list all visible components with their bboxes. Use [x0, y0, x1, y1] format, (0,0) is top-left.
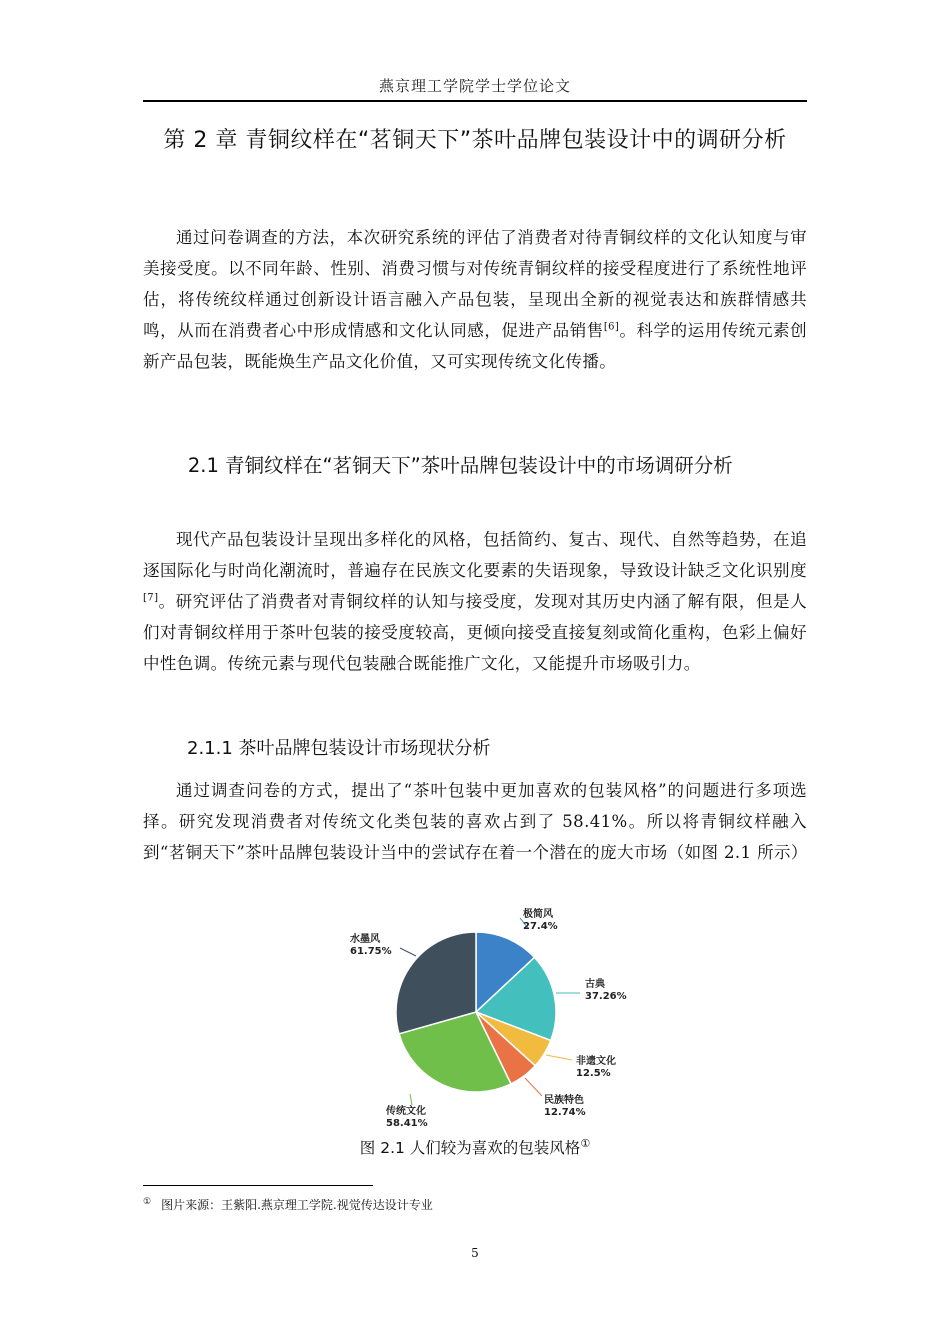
- leader-line-5: [410, 1094, 412, 1105]
- subsection-title: 2.1.1 茶叶品牌包装设计市场现状分析: [187, 738, 491, 759]
- intro-text-b: 。科学的运用传统元素创新产品包装，既能焕生产品文化价值，又可实现传统文化传播。: [143, 321, 807, 371]
- footnote: [143, 1193, 433, 1214]
- caption-footnote-mark: ①: [580, 1136, 591, 1150]
- section-text-b: 。研究评估了消费者对青铜纹样的认知与接受度，发现对其历史内涵了解有限，但是人们对青铜纹样用于茶叶包装的接受度较高，更倾向接受直接复刻或简化重构，色彩上偏好中性色调。传统元素与现代包装融合既能推广文化，又能提升市场吸引力。: [143, 592, 807, 673]
- figure-caption: [143, 1136, 807, 1160]
- leader-line-3: [546, 1055, 572, 1060]
- pie-chart-svg: [330, 900, 640, 1136]
- slice-value-3: 12.5%: [576, 1068, 611, 1079]
- slice-label-2: 古典: [585, 979, 605, 990]
- slice-label-4: 民族特色: [544, 1095, 584, 1106]
- leader-line-4: [525, 1078, 542, 1096]
- intro-paragraph: [143, 222, 807, 377]
- chapter-title: 第 2 章 青铜纹样在“茗铜天下”茶叶品牌包装设计中的调研分析: [163, 128, 787, 153]
- intro-text-a: 通过问卷调查的方法，本次研究系统的评估了消费者对待青铜纹样的文化认知度与审美接受度。以不同年龄、性别、消费习惯与对传统青铜纹样的接受程度进行了系统性地评估，将传统纹样通过创新设计语言融入产品包装，呈现出全新的视觉表达和族群情感共鸣，从而在消费者心中形成情感和文化认同感，促进产品销售: [143, 228, 807, 340]
- footnote-rule: [143, 1185, 373, 1186]
- slice-value-4: 12.74%: [544, 1107, 586, 1118]
- slice-value-6: 61.75%: [350, 946, 392, 957]
- leader-line-6: [400, 948, 416, 956]
- slice-label-6: 水墨风: [350, 934, 380, 945]
- subsection-paragraph: 通过调查问卷的方式，提出了“茶叶包装中更加喜欢的包装风格”的问题进行多项选择。研究发现消费者对传统文化类包装的喜欢占到了 58.41%。所以将青铜纹样融入到“茗铜天下”茶叶品牌包装设计当中的尝试存在着一个潜在的庞大市场（如图 2.1 所示）: [143, 781, 808, 862]
- slice-label-1: 极简风: [523, 909, 553, 920]
- section-title: 2.1 青铜纹样在“茗铜天下”茶叶品牌包装设计中的市场调研分析: [187, 454, 733, 477]
- citation-6: [6]: [603, 321, 620, 333]
- header-rule: [143, 100, 807, 102]
- section-paragraph: [143, 524, 807, 679]
- footnote-text: 图片来源：王紫阳.燕京理工学院.视觉传达设计专业: [161, 1198, 433, 1212]
- running-header: 燕京理工学院学士学位论文: [378, 77, 571, 95]
- slice-value-1: 27.4%: [523, 921, 558, 932]
- citation-7: [7]: [143, 592, 159, 604]
- slice-value-5: 58.41%: [386, 1118, 428, 1129]
- caption-text: 图 2.1 人们较为喜欢的包装风格: [359, 1139, 581, 1157]
- pie-chart: [330, 900, 640, 1136]
- slice-value-2: 37.26%: [585, 991, 627, 1002]
- section-text-a: 现代产品包装设计呈现出多样化的风格，包括简约、复古、现代、自然等趋势，在追逐国际化与时尚化潮流时，普遍存在民族文化要素的失语现象，导致设计缺乏文化识别度: [143, 530, 807, 580]
- footnote-mark: ①: [143, 1197, 152, 1207]
- page-number: 5: [471, 1246, 479, 1260]
- slice-label-5: 传统文化: [386, 1106, 426, 1117]
- slice-label-3: 非遗文化: [576, 1056, 616, 1067]
